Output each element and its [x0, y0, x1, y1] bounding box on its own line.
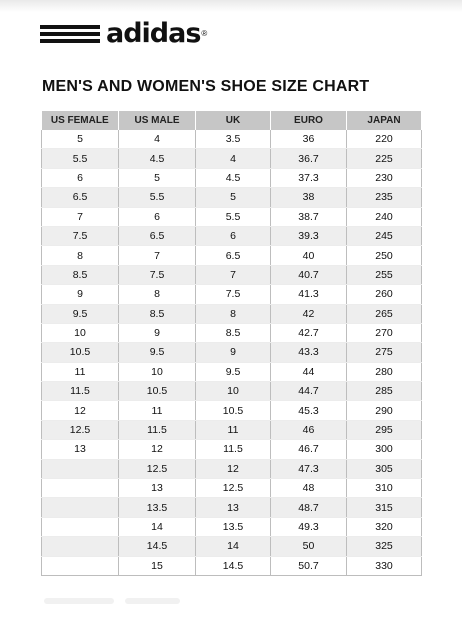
column-header: US MALE	[119, 111, 196, 130]
table-cell: 6.5	[196, 246, 271, 265]
table-cell: 11	[42, 362, 119, 381]
table-cell: 14.5	[196, 556, 271, 575]
table-cell	[42, 479, 119, 498]
table-cell: 6	[119, 207, 196, 226]
table-cell: 11	[196, 420, 271, 439]
table-row	[42, 479, 422, 498]
table-row	[42, 420, 422, 439]
table-cell: 11.5	[119, 420, 196, 439]
table-cell	[42, 517, 119, 536]
table-row	[42, 401, 422, 420]
table-cell: 10	[196, 382, 271, 401]
table-cell: 9.5	[119, 343, 196, 362]
table-row	[42, 556, 422, 575]
table-cell: 7.5	[196, 285, 271, 304]
table-cell: 5	[119, 168, 196, 187]
table-cell: 265	[347, 304, 422, 323]
table-cell: 14.5	[119, 537, 196, 556]
column-header: US FEMALE	[42, 111, 119, 130]
table-cell: 3.5	[196, 130, 271, 149]
table-cell: 41.3	[271, 285, 347, 304]
table-cell: 15	[119, 556, 196, 575]
table-cell: 280	[347, 362, 422, 381]
table-cell: 315	[347, 498, 422, 517]
table-cell: 48.7	[271, 498, 347, 517]
table-row	[42, 343, 422, 362]
table-cell: 50	[271, 537, 347, 556]
table-cell: 5.5	[196, 207, 271, 226]
table-cell: 9	[119, 323, 196, 342]
table-row	[42, 207, 422, 226]
table-row	[42, 498, 422, 517]
table-cell: 8	[196, 304, 271, 323]
table-cell: 10	[42, 323, 119, 342]
table-cell: 9	[42, 285, 119, 304]
table-cell: 14	[119, 517, 196, 536]
table-cell: 5.5	[42, 149, 119, 168]
table-cell: 4.5	[119, 149, 196, 168]
table-cell: 39.3	[271, 226, 347, 245]
table-row	[42, 168, 422, 187]
table-cell: 50.7	[271, 556, 347, 575]
table-row	[42, 517, 422, 536]
table-cell: 36.7	[271, 149, 347, 168]
table-row	[42, 440, 422, 459]
table-cell: 40	[271, 246, 347, 265]
table-cell: 10.5	[42, 343, 119, 362]
table-cell: 46.7	[271, 440, 347, 459]
table-header-row	[42, 111, 422, 130]
table-cell: 320	[347, 517, 422, 536]
table-cell: 250	[347, 246, 422, 265]
table-cell: 4	[119, 130, 196, 149]
table-cell: 44	[271, 362, 347, 381]
table-cell: 5	[42, 130, 119, 149]
table-cell	[42, 498, 119, 517]
table-cell: 4.5	[196, 168, 271, 187]
table-cell	[42, 556, 119, 575]
table-row	[42, 149, 422, 168]
table-cell: 6	[42, 168, 119, 187]
table-cell: 12	[196, 459, 271, 478]
table-cell: 46	[271, 420, 347, 439]
table-row	[42, 537, 422, 556]
table-cell: 5	[196, 188, 271, 207]
table-cell: 8	[119, 285, 196, 304]
table-cell: 235	[347, 188, 422, 207]
top-shadow	[0, 0, 462, 12]
page-title: MEN'S AND WOMEN'S SHOE SIZE CHART	[42, 78, 370, 95]
table-cell: 45.3	[271, 401, 347, 420]
table-cell: 14	[196, 537, 271, 556]
three-stripes-icon	[40, 21, 100, 47]
table-cell: 8.5	[42, 265, 119, 284]
table-row	[42, 304, 422, 323]
table-cell	[42, 459, 119, 478]
blurred-footnote	[44, 598, 114, 604]
brand-name: adidas	[106, 18, 201, 49]
table-row	[42, 285, 422, 304]
table-row	[42, 226, 422, 245]
table-cell: 7.5	[42, 226, 119, 245]
table-cell: 13.5	[119, 498, 196, 517]
column-header: EURO	[271, 111, 347, 130]
table-cell: 275	[347, 343, 422, 362]
table-cell: 6	[196, 226, 271, 245]
table-cell: 42.7	[271, 323, 347, 342]
table-cell: 10.5	[196, 401, 271, 420]
table-cell: 13	[42, 440, 119, 459]
table-row	[42, 246, 422, 265]
table-cell: 310	[347, 479, 422, 498]
table-cell: 4	[196, 149, 271, 168]
table-cell: 11.5	[196, 440, 271, 459]
table-cell: 42	[271, 304, 347, 323]
table-row	[42, 459, 422, 478]
table-cell: 11.5	[42, 382, 119, 401]
table-cell: 13	[196, 498, 271, 517]
table-cell: 47.3	[271, 459, 347, 478]
table-cell: 9	[196, 343, 271, 362]
table-cell: 44.7	[271, 382, 347, 401]
table-cell: 295	[347, 420, 422, 439]
table-cell: 8.5	[119, 304, 196, 323]
table-cell: 5.5	[119, 188, 196, 207]
blurred-footnote	[125, 598, 180, 604]
table-cell: 12	[42, 401, 119, 420]
table-cell: 6.5	[42, 188, 119, 207]
table-cell: 36	[271, 130, 347, 149]
table-cell: 6.5	[119, 226, 196, 245]
table-cell: 10	[119, 362, 196, 381]
table-cell: 260	[347, 285, 422, 304]
table-cell: 12.5	[119, 459, 196, 478]
table-cell: 245	[347, 226, 422, 245]
table-cell: 38.7	[271, 207, 347, 226]
column-header: JAPAN	[347, 111, 422, 130]
adidas-logo	[40, 20, 207, 47]
table-cell: 300	[347, 440, 422, 459]
table-cell: 38	[271, 188, 347, 207]
table-cell: 37.3	[271, 168, 347, 187]
table-row	[42, 130, 422, 149]
table-row	[42, 188, 422, 207]
table-cell: 8	[42, 246, 119, 265]
table-cell: 40.7	[271, 265, 347, 284]
table-cell: 7.5	[119, 265, 196, 284]
table-cell: 305	[347, 459, 422, 478]
table-cell	[42, 537, 119, 556]
table-cell: 325	[347, 537, 422, 556]
table-cell: 11	[119, 401, 196, 420]
table-cell: 285	[347, 382, 422, 401]
table-cell: 13	[119, 479, 196, 498]
table-cell: 43.3	[271, 343, 347, 362]
table-cell: 9.5	[196, 362, 271, 381]
table-cell: 220	[347, 130, 422, 149]
table-cell: 7	[119, 246, 196, 265]
table-row	[42, 323, 422, 342]
table-cell: 225	[347, 149, 422, 168]
table-cell: 13.5	[196, 517, 271, 536]
table-cell: 9.5	[42, 304, 119, 323]
table-cell: 10.5	[119, 382, 196, 401]
table-cell: 12.5	[196, 479, 271, 498]
registered-mark: ®	[201, 29, 208, 38]
table-row	[42, 265, 422, 284]
table-cell: 12.5	[42, 420, 119, 439]
table-body	[42, 130, 422, 575]
table-cell: 255	[347, 265, 422, 284]
table-cell: 230	[347, 168, 422, 187]
table-cell: 240	[347, 207, 422, 226]
table-cell: 8.5	[196, 323, 271, 342]
table-cell: 7	[42, 207, 119, 226]
column-header: UK	[196, 111, 271, 130]
table-cell: 49.3	[271, 517, 347, 536]
table-row	[42, 382, 422, 401]
table-cell: 290	[347, 401, 422, 420]
table-row	[42, 362, 422, 381]
shoe-size-table	[41, 111, 422, 576]
table-cell: 7	[196, 265, 271, 284]
table-cell: 48	[271, 479, 347, 498]
table-cell: 12	[119, 440, 196, 459]
table-cell: 330	[347, 556, 422, 575]
table-cell: 270	[347, 323, 422, 342]
